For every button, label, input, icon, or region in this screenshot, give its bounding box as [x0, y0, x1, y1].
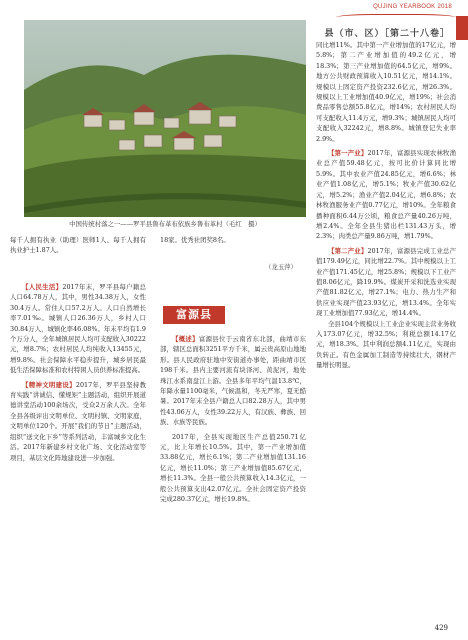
- paragraph-text: 同比增11%。其中第一产业增加值的17亿元，增5.8%；第二产业增加值的49.2亿元，增18.3%；第三产业增加值的64.5亿元，增9%。地方公共财政预算收入10.51亿元，增14.1%。规模以上固定资产投资232.6亿元，增26.3%。规模以上工业增加值40.9亿元，增19%；社会消费品零售总额55.8亿元，增14%；农村居民人均可支配收入11.4万元，增9.3%；城镇居民人均可支配收入32242元，增8.8%。城镇登记失业率2.9%。: [316, 41, 456, 143]
- paragraph-text: 2017年，富源县完成工业总产值179.49亿元，同比增22.7%。其中规模以上工业产值171.45亿元，增25.8%；规模以下工业产值8.06亿元，降19.9%。煤炭开采和洗选业实现产值81.82亿元，增27.1%；电力、热力生产和供应业实现产值23.93亿元，增13.4%。全年实现工业增加值77.93亿元，增14.4%。: [316, 246, 456, 318]
- paragraph: [316, 319, 456, 371]
- paragraph: 每千人拥有执业（助理）医师1人、每千人拥有执业护士1.87人。: [10, 236, 146, 255]
- county-title: 富源县: [163, 306, 225, 324]
- paragraph: [10, 282, 146, 376]
- paragraph-text: 2017年，全县实现地区生产总值250.71亿元，比上年增长10.5%。其中，第一产业增加值33.88亿元，增长6.1%；第二产业增加值131.16亿元，增长11.0%；第三产业增加值85.67亿元，增长11.3%。全县一般公共预算收入14.3亿元，一般公共预算支出42.07亿元。全社会固定资产投资完成280.37亿元，增长19.8%。: [160, 432, 306, 504]
- paragraph-text: 2017年，罗平县坚持教育实践“讲诚信、懂规矩”主题活动，组织开展道德讲堂活动100余场次，受众2万余人次。全年全县各级评出文明单位、文明村镇、文明家庭，文明单位120个。开展“我们的节日”主题活动，组织“送文化下乡”等系列活动，丰富城乡文化生活。2017年新建乡村文化广场、文化活动室等项目，基层文化阵地建设进一步加强。: [10, 380, 147, 462]
- paragraph-text: 富源县位于云南省东北部，曲靖市东部，辖区总面积3251平方千米，属云贵高原山地地形。县人民政府驻地中安街道办事处，距曲靖市区198千米。县内主要河流有块泽河、黄泥河，地处珠江水系南盘江上游。全县多年平均气温13.8℃，年降水量1100毫米，气候温和，冬无严寒，夏无酷暑。2017年末全县户籍总人口82.28万人，其中男性43.06万人，女性39.22万人，有汉族、彝族、回族、水族等民族。: [160, 335, 307, 427]
- paragraph: 18家。优秀社团奖8名。: [160, 236, 230, 244]
- page-header: [298, 0, 468, 38]
- photo-caption: 中国传统村落之一——罗平县鲁布革布依族乡鲁布革村（毛红 摄）: [69, 220, 261, 228]
- paragraph: [10, 380, 146, 463]
- section-title: 县（市、区）［第二十八卷］: [324, 29, 450, 39]
- col-mid-top: [160, 235, 306, 245]
- yearbook-tag: QUJING YEARBOOK 2018: [373, 4, 452, 10]
- paragraph: [160, 334, 306, 428]
- col-mid: [160, 334, 306, 505]
- section-keyword: 【概述】: [172, 335, 199, 343]
- paragraph: [316, 40, 456, 144]
- photo-credit: （龙玉萍）: [265, 263, 297, 271]
- paragraph-text: 全县104个规模以上工业企业实现主营业务收入173.07亿元，增32.5%；利税总额14.17亿元，增18.3%。其中利润总额4.11亿元，实现由负转正。有色金属加工制造等持续壮大，钢材产量增长明显。: [316, 319, 456, 370]
- header-accent-bar: [456, 16, 468, 40]
- section-keyword: 【第二产业】: [328, 246, 368, 255]
- header-ornament: [336, 14, 456, 21]
- section-keyword: 【人民生活】: [22, 283, 63, 291]
- paragraph: [316, 148, 456, 242]
- paragraph-text: 2017年，富源县实现农林牧渔业总产值59.48亿元，按可比价计算同比增5.9%。其中农业产值24.85亿元，增6.6%；林业产值1.08亿元，增5.1%；牧业产值30.62亿元，增5.2%；渔业产值2.04亿元，增6.8%；农林牧渔服务业产值0.77亿元，增10%。全年粮食播种面积6.44万公顷，粮食总产量40.26万吨，增2.4%。全年全县生猪出栏131.43万头，增2.3%；肉类总产量9.86万吨，增1.79%。: [316, 149, 456, 241]
- paragraph: [316, 246, 456, 319]
- col-left: [10, 282, 146, 463]
- section-keyword: 【精神文明建设】: [22, 380, 76, 389]
- village-photo: [24, 20, 306, 217]
- col-left-top: [10, 235, 146, 256]
- section-keyword: 【第一产业】: [328, 149, 368, 158]
- page-number: 429: [434, 624, 448, 632]
- paragraph-text: 2017年末，罗平县每户籍总人口64.78万人，其中，男性34.38万人，女性30.4万人。常住人口57.2万人。人口自然增长率7.01‰。城镇人口26.36万人，乡村人口30.84万人，城镇化率46.08%。年末平均有1.9个万分人，全年城镇居民人均可支配收入30222元，增8.7%；农村居民人均纯收入13455元，增9.8%。社会保障水平稳步提升，城乡居民最低生活保障标准和农村特困人员供养标准提高。: [10, 283, 147, 375]
- col-right: [316, 40, 456, 371]
- paragraph: [160, 432, 306, 505]
